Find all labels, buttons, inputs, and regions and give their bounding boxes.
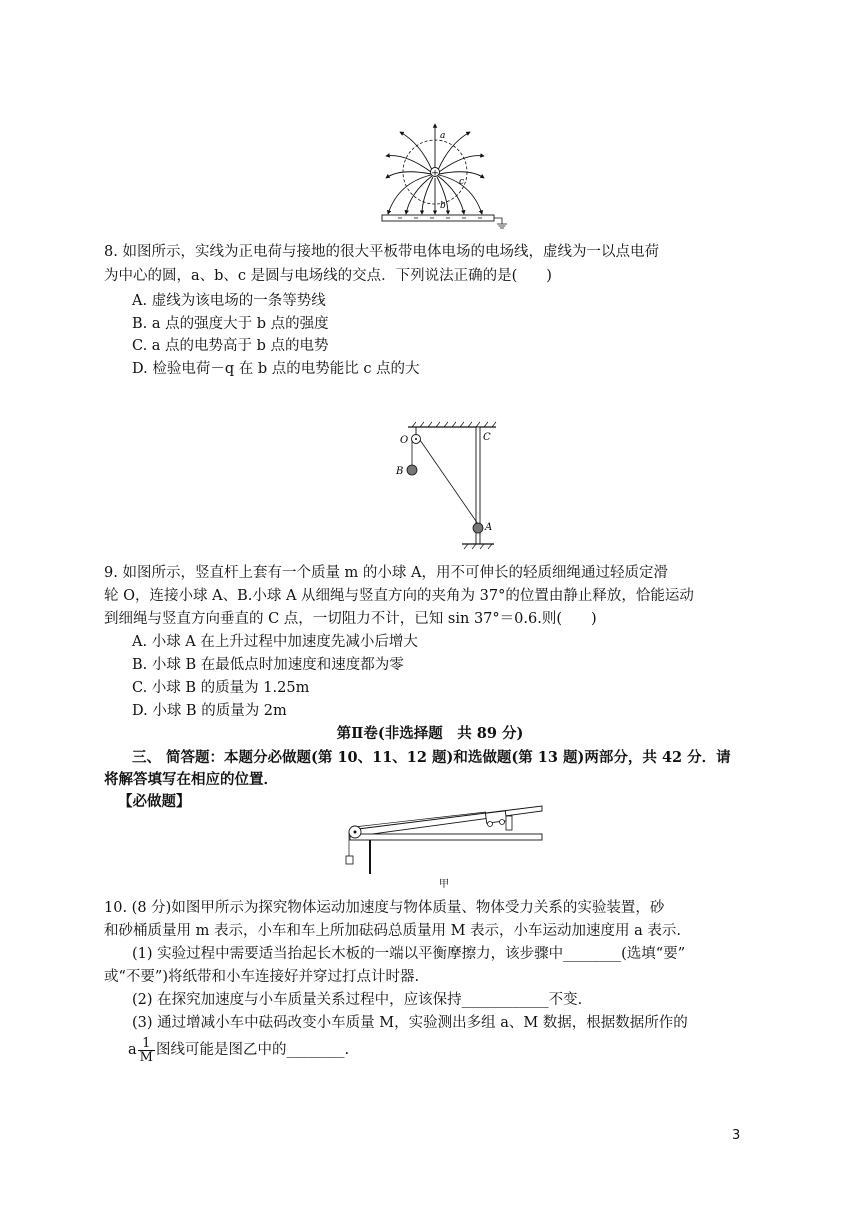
label-b: B <box>396 466 404 477</box>
q8-option-b: B. a 点的强度大于 b 点的强度 <box>132 316 329 332</box>
plus-sign: + <box>431 168 439 179</box>
label-c: C <box>483 432 491 443</box>
pulley-rod-figure <box>392 420 502 552</box>
figure-caption: 甲 <box>439 879 449 890</box>
q10-sub3-pre: a <box>128 1042 137 1058</box>
q9-option-c: C. 小球 B 的质量为 1.25m <box>132 680 310 696</box>
q8-stem-line1: 8. 如图所示，实线为正电荷与接地的很大平板带电体电场的电场线，虚线为一以点电荷 <box>104 244 659 260</box>
label-a: a <box>440 131 446 141</box>
ground-symbol <box>494 218 507 228</box>
q9-stem-line3: 到细绳与竖直方向垂直的 C 点，一切阻力不计，已知 sin 37°＝0.6.则( ) <box>104 611 597 627</box>
q8-option-d: D. 检验电荷－q 在 b 点的电势能比 c 点的大 <box>132 361 420 377</box>
apparatus-figure <box>336 800 552 892</box>
section3-line2: 将解答填写在相应的位置． <box>104 771 278 788</box>
q9-stem-line2: 轮 O，连接小球 A、B.小球 A 从细绳与竖直方向的夹角为 37°的位置由静止释放，恰能运动 <box>104 588 694 604</box>
table-top <box>350 834 542 840</box>
q10-stem-line2: 和砂桶质量用 m 表示，小车和车上所加砝码总质量用 M 表示，小车运动加速度用 a 表示. <box>104 923 682 939</box>
q10-sub3-line1: (3) 通过增减小车中砝码改变小车质量 M，实验测出多组 a、M 数据，根据数据所作的 <box>132 1015 688 1031</box>
q8-option-a: A. 虚线为该电场的一条等势线 <box>132 293 326 309</box>
q10-sub1-line2: 或“不要”)将纸带和小车连接好并穿过打点计时器. <box>104 969 420 985</box>
q9-option-b: B. 小球 B 在最低点时加速度和速度都为零 <box>132 657 404 673</box>
sand-bucket <box>346 856 353 864</box>
ball-a <box>473 523 483 533</box>
page-number: 3 <box>732 1128 741 1143</box>
section3-line1: 三、 简答题：本题分必做题(第 10、11、12 题)和选做题(第 13 题)两部分，共 42 分．请 <box>132 749 731 766</box>
q9-option-a: A. 小球 A 在上升过程中加速度先减小后增大 <box>132 634 418 650</box>
label-a: A <box>485 522 493 533</box>
electric-field-figure <box>380 118 520 230</box>
q9-stem-line1: 9. 如图所示，竖直杆上套有一个质量 m 的小球 A，用不可伸长的轻质细绳通过轻质定滑 <box>104 565 668 581</box>
q10-sub1-line1: (1) 实验过程中需要适当抬起长木板的一端以平衡摩擦力，该步骤中________(选填“要” <box>132 946 686 962</box>
q8-stem-line2: 为中心的圆，a、b、c 是圆与电场线的交点．下列说法正确的是( ) <box>104 268 552 284</box>
q10-sub3-post: 图线可能是图乙中的________. <box>155 1042 350 1058</box>
ball-b <box>407 465 417 475</box>
label-b: b <box>440 201 446 211</box>
label-c: c <box>459 177 465 187</box>
q10-sub2: (2) 在探究加速度与小车质量关系过程中，应该保持____________不变. <box>132 992 583 1008</box>
q9-option-d: D. 小球 B 的质量为 2m <box>132 703 287 719</box>
label-o: O <box>400 435 409 446</box>
q10-stem-line1: 10. (8 分)如图甲所示为探究物体运动加速度与物体质量、物体受力关系的实验装置，砂 <box>104 900 665 916</box>
section-title: 第Ⅱ卷(非选择题 共 89 分) <box>336 725 524 742</box>
fraction-one-over-m: $\frac{1}{M}$ <box>139 1035 153 1065</box>
long-board <box>350 806 542 837</box>
q8-option-c: C. a 点的电势高于 b 点的电势 <box>132 338 329 354</box>
q10-sub3-line2 <box>128 1036 349 1064</box>
required-label: 【必做题】 <box>118 793 191 810</box>
